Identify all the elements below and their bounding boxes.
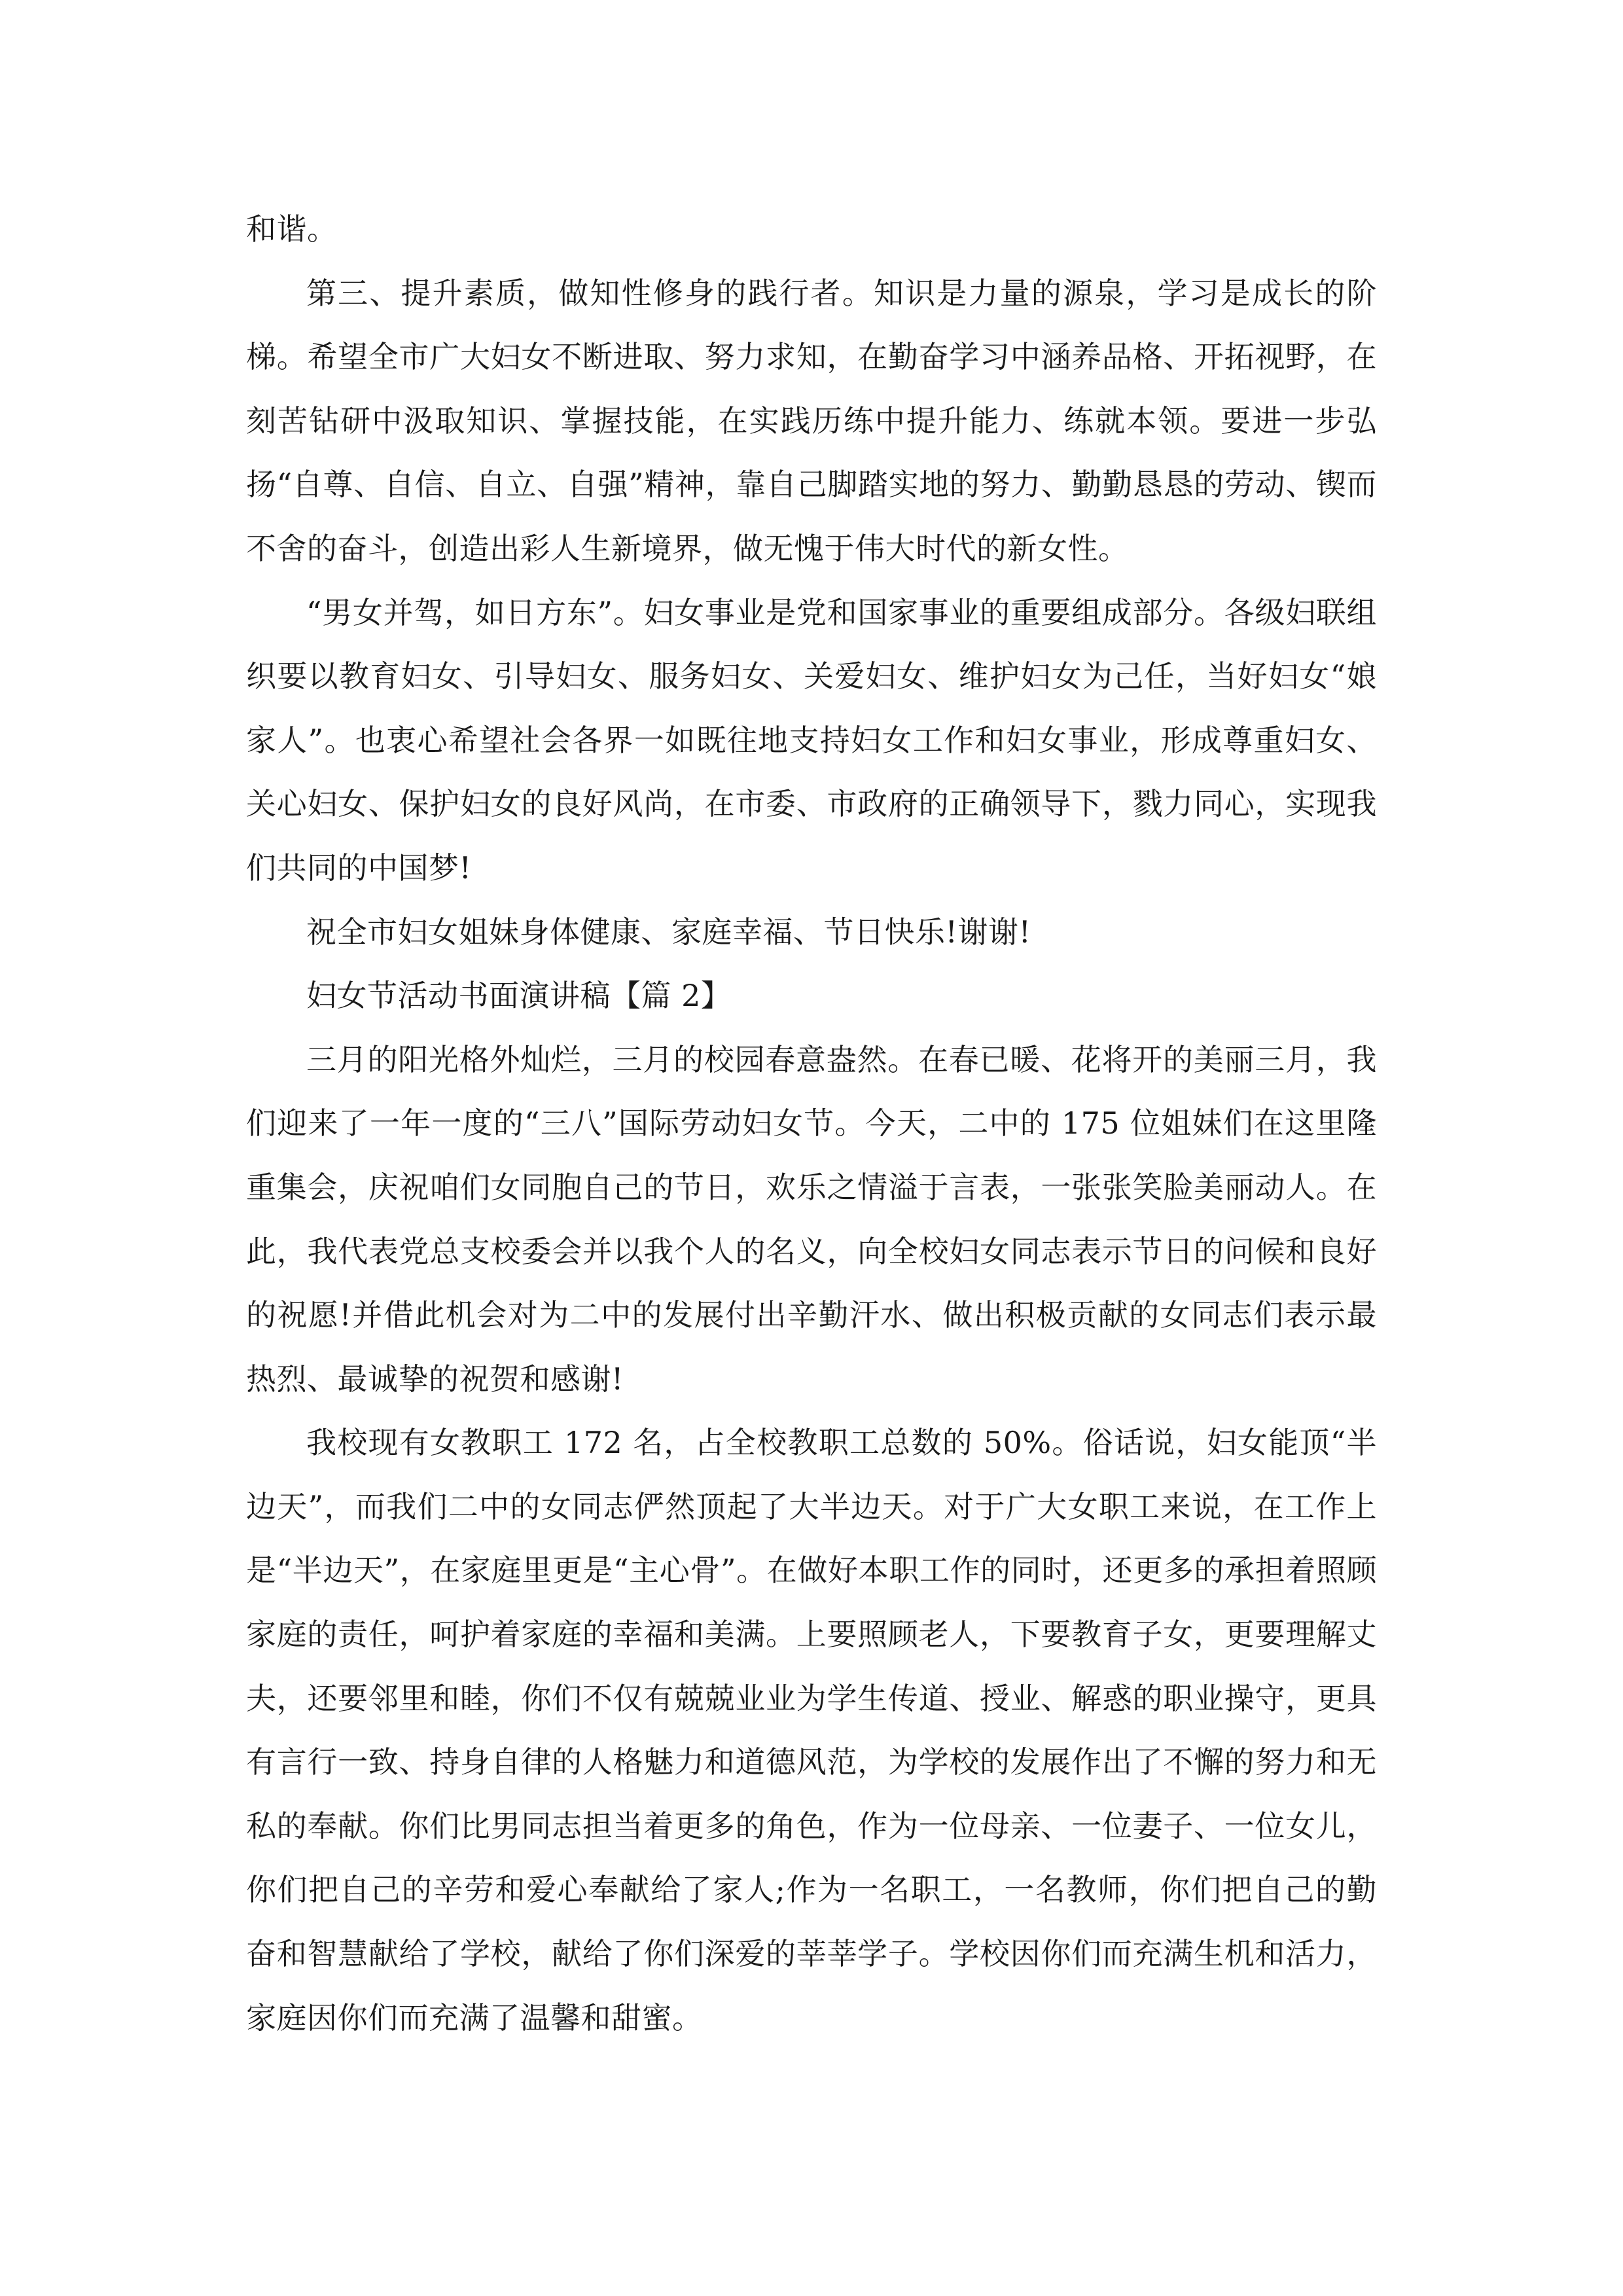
paragraph-female-staff: 我校现有女教职工 172 名，占全校教职工总数的 50%。俗话说，妇女能顶“半边天”，而我们二中的女同志俨然顶起了大半边天。对于广大女职工来说，在工作上是“半边天”，在家庭里更是“主心骨”。在做好本职工作的同时，还更多的承担着照顾家庭的责任，呵护着家庭的幸福和美满。上要照顾老人，下要教育子女，更要理解丈夫，还要邻里和睦，你们不仅有兢兢业业为学生传道、授业、解惑的职业操守，更具有言行一致、持身自律的人格魅力和道德风范，为学校的发展作出了不懈的努力和无私的奉献。你们比男同志担当着更多的角色，作为一位母亲、一位妻子、一位女儿，你们把自己的辛劳和爱心奉献给了家人;作为一名职工，一名教师，你们把自己的勤奋和智慧献给了学校，献给了你们深爱的莘莘学子。学校因你们而充满生机和活力，家庭因你们而充满了温馨和甜蜜。 [246, 1425, 1377, 2036]
section-heading: 妇女节活动书面演讲稿【篇 2】 [306, 978, 732, 1014]
paragraph-women-cause: “男女并驾，如日方东”。妇女事业是党和国家事业的重要组成部分。各级妇联组织要以教育妇女、引导妇女、服务妇女、关爱妇女、维护妇女为己任，当好妇女“娘家人”。也衷心希望社会各界一如既往地支持妇女工作和妇女事业，形成尊重妇女、关心妇女、保护妇女的良好风尚，在市委、市政府的正确领导下，戮力同心，实现我们共同的中国梦! [246, 594, 1377, 886]
document-body [246, 198, 1377, 2050]
paragraph-continuation: 和谐。 [246, 211, 338, 247]
paragraph-march-opening: 三月的阳光格外灿烂，三月的校园春意盎然。在春已暖、花将开的美丽三月，我们迎来了一年一度的“三八”国际劳动妇女节。今天，二中的 175 位姐妹们在这里隆重集会，庆祝咱们女同胞自己的节日，欢乐之情溢于言表，一张张笑脸美丽动人。在此，我代表党总支校委会并以我个人的名义，向全校妇女同志表示节日的问候和良好的祝愿!并借此机会对为二中的发展付出辛勤汗水、做出积极贡献的女同志们表示最热烈、最诚挚的祝贺和感谢! [246, 1041, 1377, 1397]
paragraph-third-point: 第三、提升素质，做知性修身的践行者。知识是力量的源泉，学习是成长的阶梯。希望全市广大妇女不断进取、努力求知，在勤奋学习中涵养品格、开拓视野，在刻苦钻研中汲取知识、掌握技能，在实践历练中提升能力、练就本领。要进一步弘扬“自尊、自信、自立、自强”精神，靠自己脚踏实地的努力、勤勤恳恳的劳动、锲而不舍的奋斗，创造出彩人生新境界，做无愧于伟大时代的新女性。 [246, 275, 1377, 566]
paragraph-wishes: 祝全市妇女姐妹身体健康、家庭幸福、节日快乐!谢谢! [306, 914, 1031, 950]
